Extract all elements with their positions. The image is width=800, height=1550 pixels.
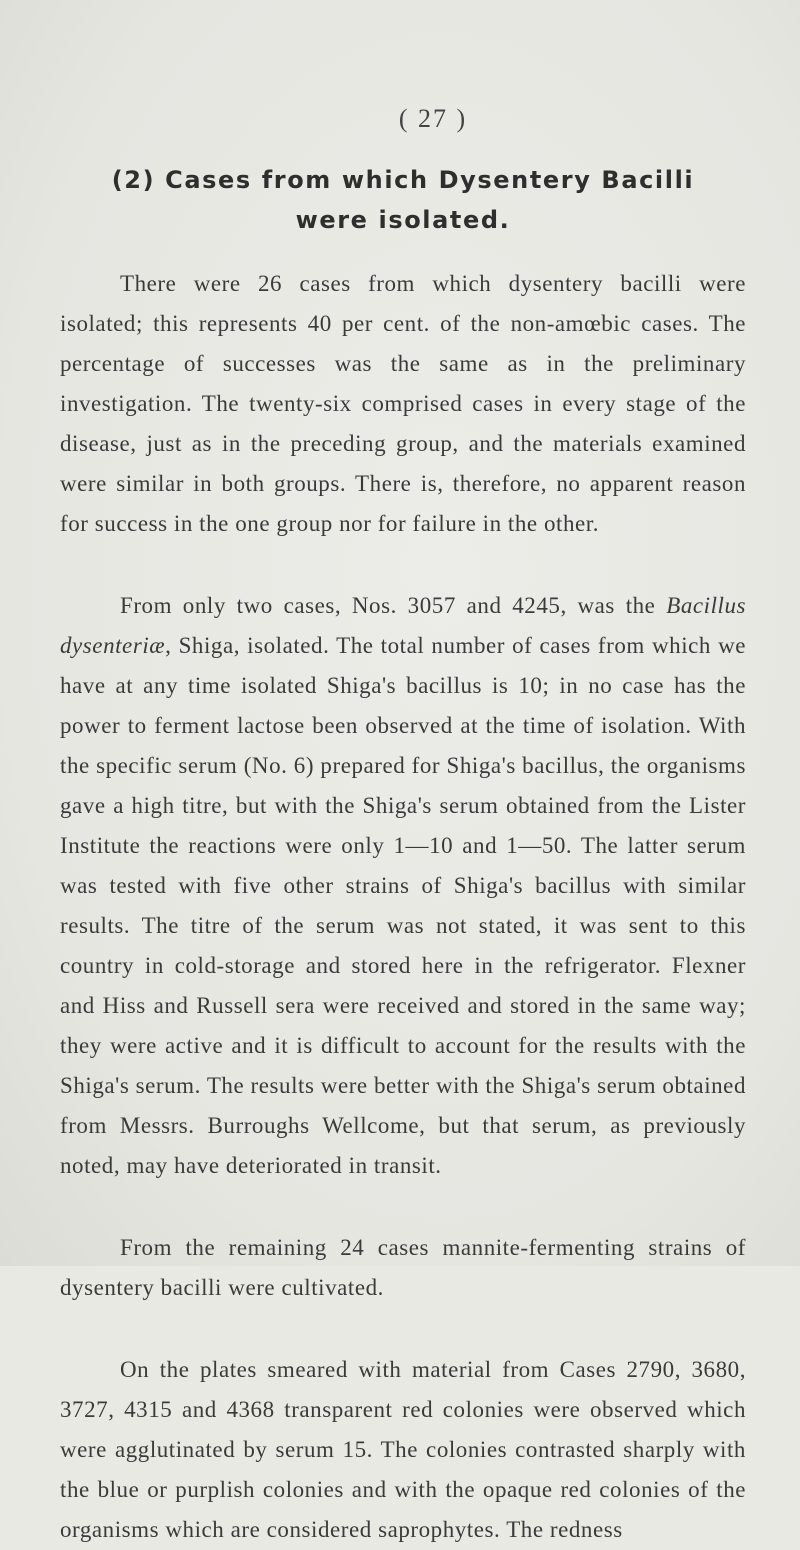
paragraph-1-text: There were 26 cases from which dysentery bacilli were isolated; this represents 40 per cent. of the non-amœbic cases. The percentage of successes was the same as in the preliminary investigation. The twenty-six comprised cases in every stage of the disease, just as in the preceding group, and the materials examined were similar in both groups. There is, therefore, no apparent reason for success in the one group nor for failure in the other. (60, 271, 746, 536)
paragraph-4-text: On the plates smeared with material from Cases 2790, 3680, 3727, 4315 and 4368 transparent red colonies were observed which were agglutinated by serum 15. The colonies contrasted sharply with the blue or purplish colonies and with the opaque red colonies of the organisms which are considered saprophytes. The redness (60, 1357, 746, 1542)
section-heading-line-2: were isolated. (295, 206, 511, 234)
paragraph-1 (60, 264, 746, 544)
page-number: ( 27 ) (398, 104, 468, 133)
paragraph-3 (60, 1228, 746, 1308)
paragraph-2 (60, 586, 746, 1186)
paragraph-2-text-a: From only two cases, Nos. 3057 and 4245, was the (120, 593, 667, 618)
paragraph-4 (60, 1350, 746, 1550)
section-heading-line-1: (2) Cases from which Dysentery Bacilli (111, 166, 695, 194)
paragraph-2-text-b: , Shiga, isolated. The total number of cases from which we have at any time isolated Shiga's bacillus is 10; in no case has the power to ferment lactose been observed at the time of isolation. With the specific serum (No. 6) prepared for Shiga's bacillus, the organisms gave a high titre, but with the Shiga's serum obtained from the Lister Institute the reactions were only 1—10 and 1—50. The latter serum was tested with five other strains of Shiga's bacillus with similar results. The titre of the serum was not stated, it was sent to this country in cold-storage and stored here in the refrigerator. Flexner and Hiss and Russell sera were received and stored in the same way; they were active and it is difficult to account for the results with the Shiga's serum. The results were better with the Shiga's serum obtained from Messrs. Burroughs Wellcome, but that serum, as previously noted, may have deteriorated in transit. (60, 633, 746, 1178)
paragraph-3-text: From the remaining 24 cases mannite-fermenting strains of dysentery bacilli were cultivated. (60, 1235, 746, 1300)
paragraph-2-species-name: Bacillus dysenteriæ (60, 593, 746, 658)
